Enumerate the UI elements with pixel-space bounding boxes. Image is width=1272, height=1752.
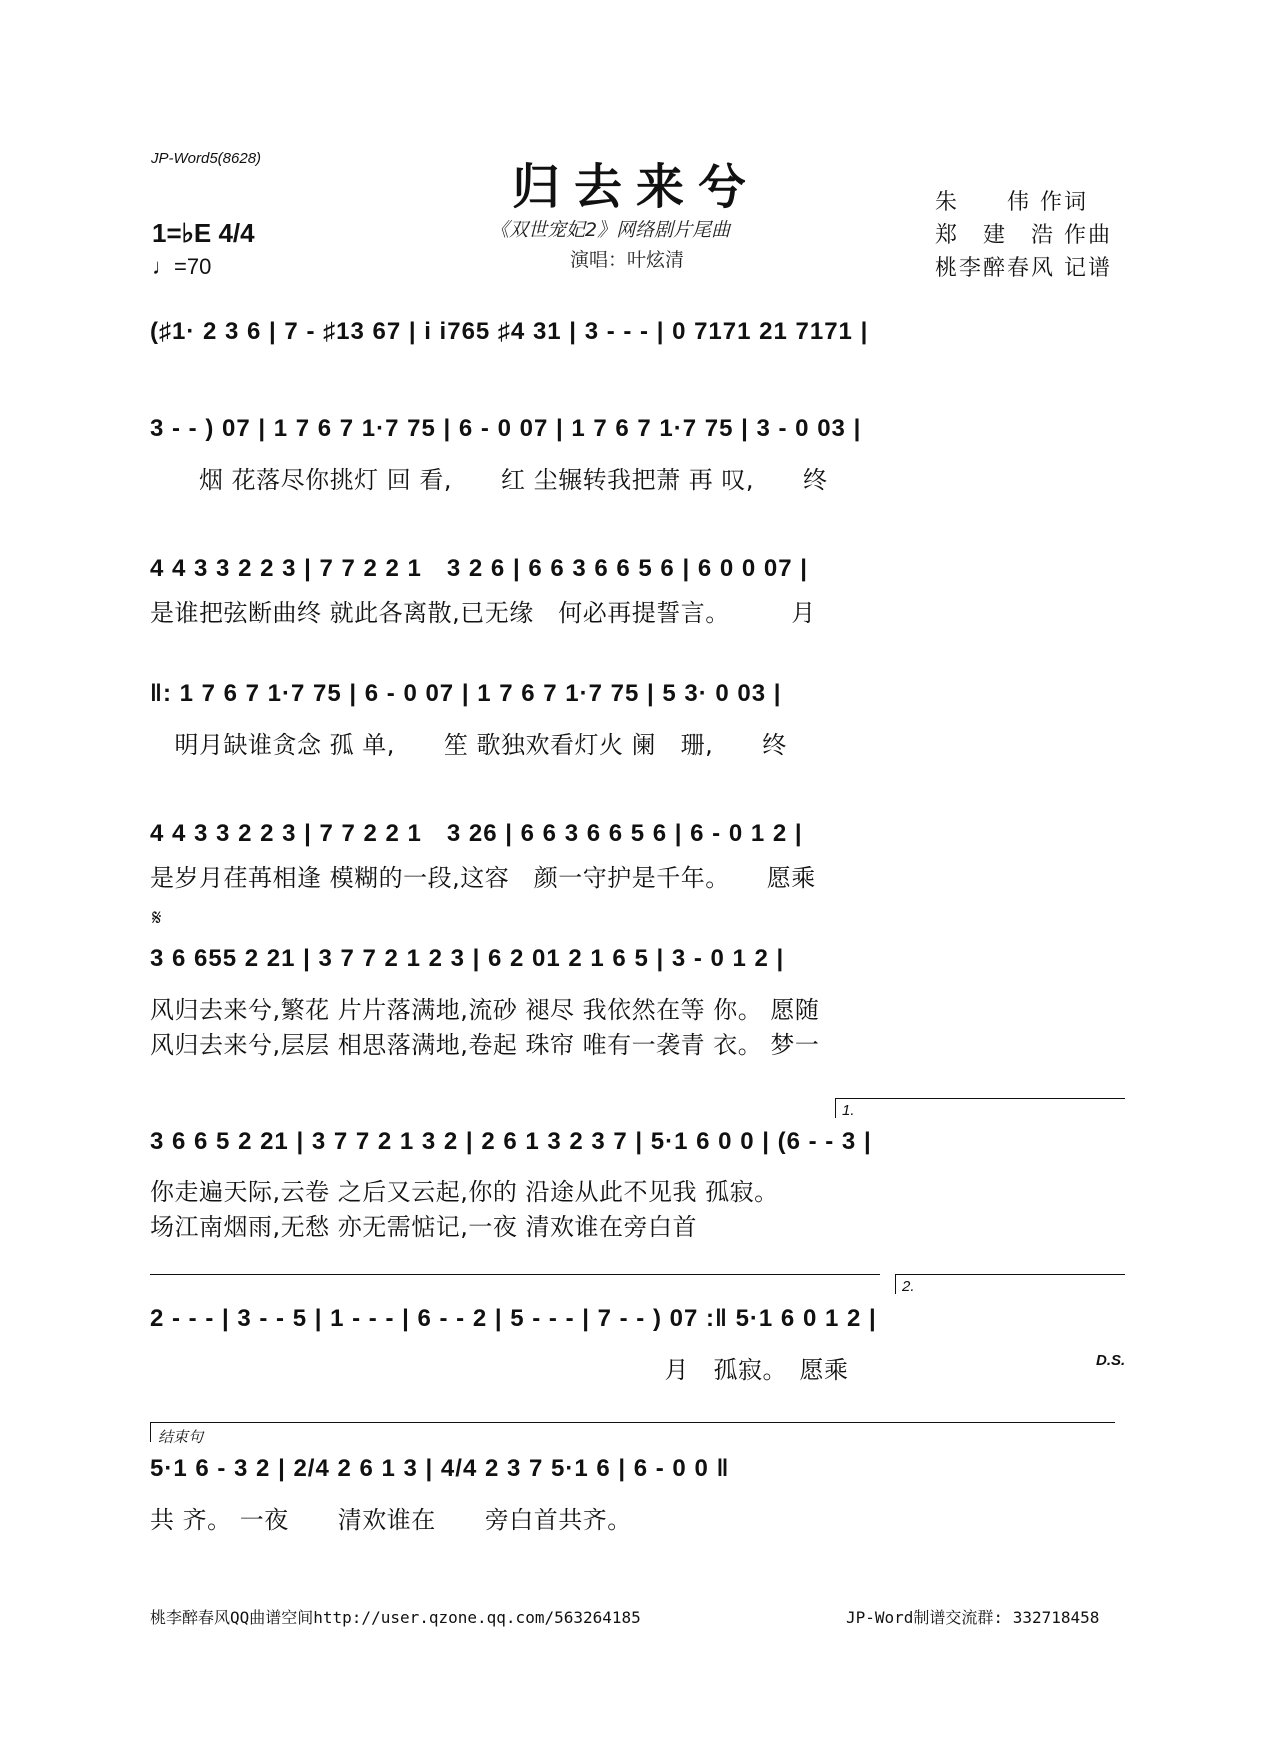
score-row-lyrics: 烟 花落尽你挑灯 回 看, 红 尘辗转我把萧 再 叹, 终 [150, 466, 828, 494]
score-row-notes: 4 4 3 3 2 2 3 | 7 7 2 2 1 3 26 | 6 6 3 6 6 5 6 | 6 - 0 1 2 | [150, 820, 803, 847]
ds-marking: D.S. [1096, 1352, 1126, 1369]
score-row-lyrics: 是谁把弦断曲终 就此各离散,已无缘 何必再提誓言。 月 [150, 599, 816, 627]
score-row-lyrics: 是岁月荏苒相逢 模糊的一段,这容 颜一守护是千年。 愿乘 [150, 864, 816, 892]
coda-label: 结束句 [158, 1429, 204, 1446]
volta-bracket [895, 1274, 1125, 1275]
app-label: JP-Word5(8628) [151, 150, 262, 167]
transcriber-credit: 桃李醉春风 记谱 [935, 256, 1112, 281]
score-row-notes: ‖: 1 7 6 7 1·7 75 | 6 - 0 07 | 1 7 6 7 1·7 75 | 5 3· 0 03 | [150, 680, 782, 707]
score-row-lyrics: 场江南烟雨,无愁 亦无需惦记,一夜 清欢谁在旁白首 [150, 1213, 698, 1241]
volta-bracket-edge [150, 1422, 151, 1442]
score-row-lyrics: 风归去来兮,繁花 片片落满地,流砂 褪尽 我依然在等 你。 愿随 [150, 996, 820, 1024]
song-subtitle: 《双世宠妃2》网络剧片尾曲 [490, 219, 731, 241]
score-row-lyrics: 明月缺谁贪念 孤 单, 笙 歌独欢看灯火 阑 珊, 终 [150, 731, 787, 759]
volta-bracket [835, 1098, 1125, 1099]
segno-sign: 𝄋 [152, 906, 162, 931]
score-row-lyrics: 风归去来兮,层层 相思落满地,卷起 珠帘 唯有一袭青 衣。 梦一 [150, 1031, 820, 1059]
score-row-notes: 5·1 6 - 3 2 | 2/4 2 6 1 3 | 4/4 2 3 7 5·1 6 | 6 - 0 0 ‖ [150, 1455, 730, 1482]
score-row-notes: 3 6 6 5 2 21 | 3 7 7 2 1 3 2 | 2 6 1 3 2 3 7 | 5·1 6 0 0 | (6 - - 3 | [150, 1128, 872, 1155]
score-row-notes: 4 4 3 3 2 2 3 | 7 7 2 2 1 3 2 6 | 6 6 3 6 6 5 6 | 6 0 0 07 | [150, 555, 808, 582]
volta-bracket-edge [835, 1098, 836, 1118]
score-row-lyrics: 你走遍天际,云卷 之后又云起,你的 沿途从此不见我 孤寂。 [150, 1178, 779, 1206]
score-row-notes: 3 - - ) 07 | 1 7 6 7 1·7 75 | 6 - 0 07 | 1 7 6 7 1·7 75 | 3 - 0 03 | [150, 415, 862, 442]
volta-bracket-edge [895, 1274, 896, 1294]
volta-label: 2. [902, 1278, 915, 1295]
score-row-notes: 3 6 655 2 21 | 3 7 7 2 1 2 3 | 6 2 01 2 1 6 5 | 3 - 0 1 2 | [150, 945, 785, 972]
song-title: 归去来兮 [511, 159, 760, 215]
footer-source-link[interactable]: 桃李醉春风QQ曲谱空间http://user.qzone.qq.com/563264185 [150, 1608, 641, 1627]
composer-credit: 郑 建 浩 作曲 [935, 223, 1112, 248]
singer-credit: 演唱：叶炫清 [570, 249, 685, 271]
score-row-notes: 2 - - - | 3 - - 5 | 1 - - - | 6 - - 2 | 5 - - - | 7 - - ) 07 :‖ 5·1 6 0 1 2 | [150, 1305, 877, 1332]
footer-group-info: JP-Word制谱交流群: 332718458 [846, 1608, 1100, 1627]
key-signature: 1=♭E 4/4 [152, 218, 255, 248]
lyricist-credit: 朱 伟 作词 [935, 190, 1088, 215]
score-row-notes: (♯1· 2 3 6 | 7 - ♯13 67 | i i765 ♯4 31 | 3 - - - | 0 7171 21 7171 | [150, 318, 869, 345]
volta-label: 1. [842, 1102, 855, 1119]
score-row-lyrics: 共 齐。 一夜 清欢谁在 旁白首共齐。 [150, 1506, 632, 1534]
score-row-lyrics: 月 孤寂。 愿乘 [150, 1356, 849, 1384]
staff-line [150, 1274, 880, 1275]
tempo-mark: ♩=70 [152, 254, 212, 279]
volta-bracket [150, 1422, 1115, 1423]
